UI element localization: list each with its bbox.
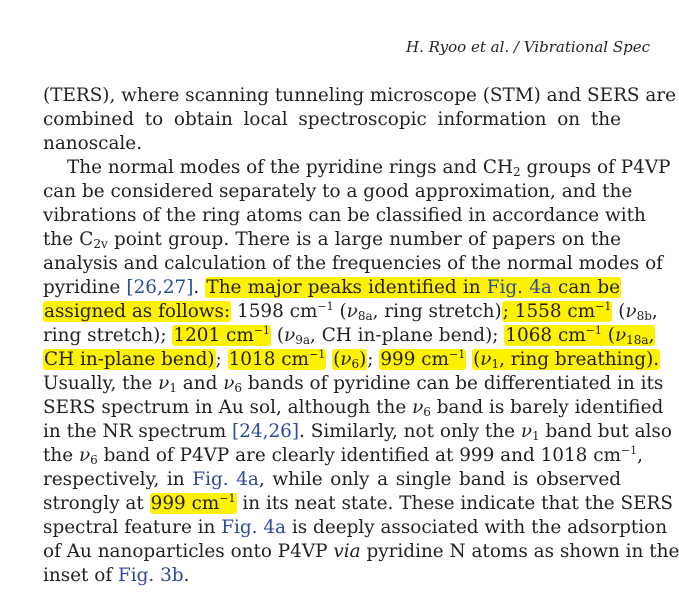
text-line: nanoscale.: [43, 133, 143, 154]
text-line: Usually, the $\nu_1$ and $\nu_6$ bands of pyridine can be differentiated in its: [43, 373, 664, 395]
highlight: CH in-plane bend): [44, 349, 215, 370]
highlight: The major peaks identified in Fig. 4a can be: [206, 277, 620, 298]
text-line: vibrations of the ring atoms can be classified in accordance with: [43, 205, 646, 226]
text-line: assigned as follows: 1598 $cm^{-1}$ ($\nu_{8a}$, ring stretch); 1558 $cm^{-1}$ ($\nu_{8b}$,: [44, 300, 658, 323]
highlight: ; 1558 $cm^{-1}$: [502, 300, 612, 322]
text-line: CH in-plane bend); 1018 $cm^{-1}$ $(\nu_6)$; 999 $cm^{-1}$ ($\nu_1$, ring breathing).: [44, 348, 660, 371]
text-line: inset of Fig. 3b.: [43, 565, 190, 586]
running-header: H. Ryoo et al. / Vibrational Spec: [406, 38, 650, 56]
figure-link[interactable]: Fig. 4a: [192, 469, 259, 490]
text-line: of Au nanoparticles onto P4VP via pyridine N atoms as shown in the: [43, 541, 679, 562]
highlight: assigned as follows:: [44, 301, 231, 322]
figure-link[interactable]: Fig. 4a: [221, 517, 287, 538]
text-line: SERS spectrum in Au sol, although the $\nu_6$ band is barely identified: [43, 397, 664, 419]
figure-link[interactable]: Fig. 3b: [118, 565, 184, 586]
highlight: 1068 $cm^{-1}$ ($\nu_{18a}$,: [505, 324, 655, 347]
text-line: combined to obtain local spectroscopic information on the: [43, 109, 621, 130]
text-line: spectral feature in Fig. 4a is deeply associated with the adsorption: [43, 517, 668, 538]
text-line: (TERS), where scanning tunneling microscope (STM) and SERS are: [43, 85, 677, 106]
highlight: 999 $cm^{-1}$: [380, 348, 466, 370]
text-line: analysis and calculation of the frequencies of the normal modes of: [43, 253, 663, 274]
text-line: the $\nu_6$ band of P4VP are clearly identified at 999 and 1018 $cm^{-1}$,: [43, 444, 644, 467]
text-line: in the NR spectrum [24,26]. Similarly, not only the $\nu_1$ band but also: [43, 421, 672, 443]
text-line: respectively, in Fig. 4a, while only a single band is observed: [43, 469, 621, 490]
text-line: can be considered separately to a good approximation, and the: [43, 181, 633, 202]
highlight: 999 $cm^{-1}$: [150, 492, 236, 514]
text-line: pyridine [26,27]. The major peaks identified in Fig. 4a can be: [43, 277, 620, 298]
citation-link[interactable]: [24,26]: [232, 421, 300, 442]
figure-link[interactable]: Fig. 4a: [486, 277, 552, 298]
text-line: the $C_{2v}$ point group. There is a large number of papers on the: [43, 229, 621, 251]
highlight: ($\nu_1$, ring breathing).: [473, 349, 660, 371]
highlight: 1201 $cm^{-1}$: [173, 324, 270, 346]
highlight: $(\nu_6)$: [333, 349, 367, 371]
text-line: ring stretch); 1201 $cm^{-1}$ ($\nu_{9a}$, CH in-plane bend); 1068 $cm^{-1}$ ($\nu_{18a}$,: [43, 324, 655, 347]
text-line: The normal modes of the pyridine rings and $CH_2$ groups of P4VP: [67, 157, 671, 179]
citation-link[interactable]: [26,27]: [126, 277, 194, 298]
highlight: 1018 $cm^{-1}$: [228, 348, 326, 370]
text-line: strongly at 999 $cm^{-1}$ in its neat state. These indicate that the SERS: [43, 492, 674, 514]
